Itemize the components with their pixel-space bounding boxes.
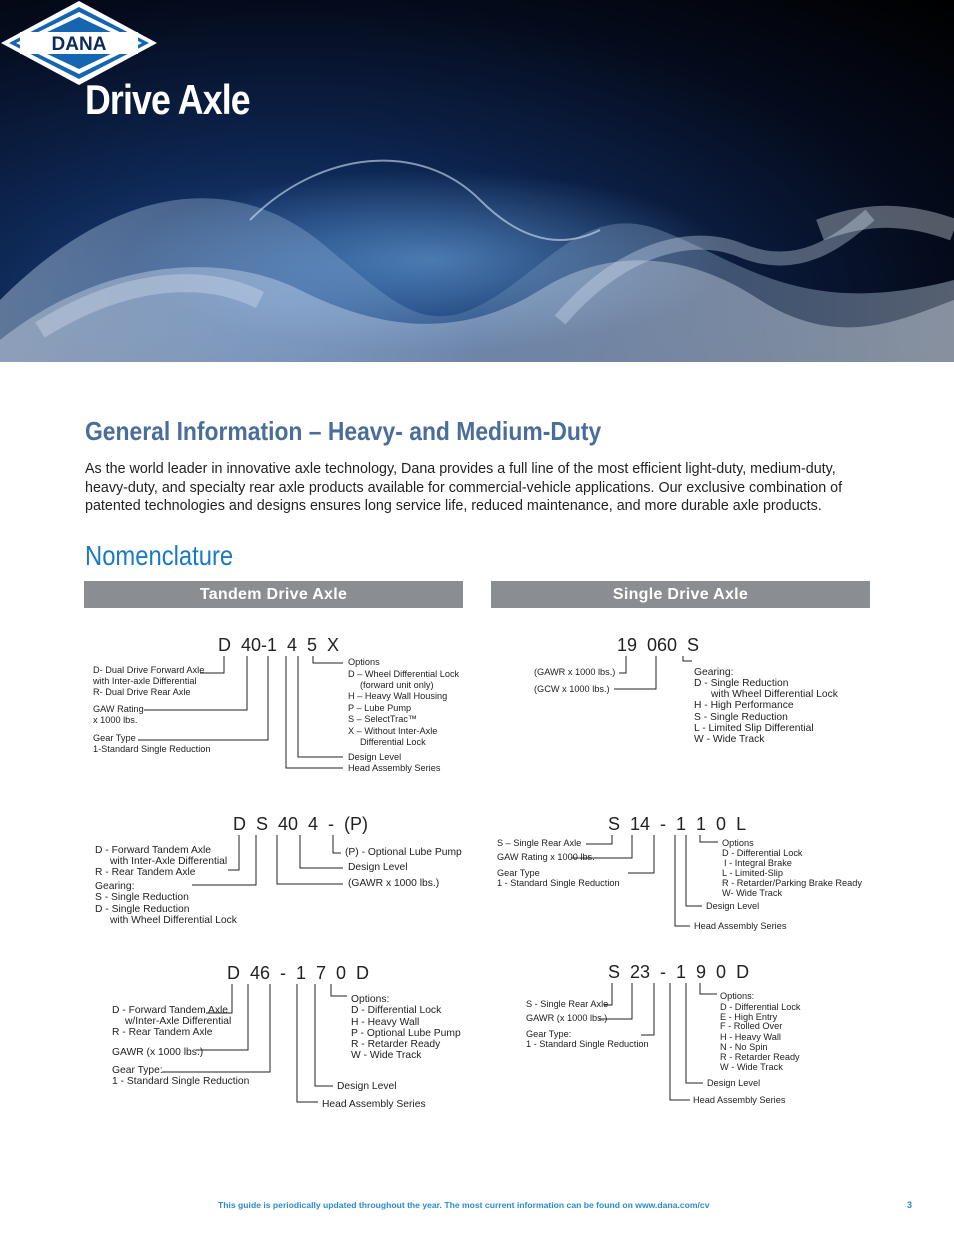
code-d46-170d: D 46 - 1 7 0 D <box>227 963 370 983</box>
diagram-label: D - Differential Lock <box>351 1005 442 1016</box>
diagram-label: W- Wide Track <box>722 888 783 898</box>
tandem-diagram-3 <box>112 963 461 1110</box>
code-ds404p: D S 40 4 - (P) <box>233 814 369 834</box>
diagram-label: Gear Type: <box>112 1065 163 1076</box>
diagram-label: (GCW x 1000 lbs.) <box>534 684 610 694</box>
diagram-label: W - Wide Track <box>720 1062 783 1072</box>
diagram-label: Options: <box>351 994 390 1005</box>
diagram-label: R - Retarder Ready <box>351 1039 441 1050</box>
diagram-label: D- Dual Drive Forward Axle <box>93 665 205 675</box>
diagram-label: Gear Type: <box>526 1029 572 1039</box>
diagram-label: D - Forward Tandem Axle <box>112 1005 228 1016</box>
diagram-label: 1 - Standard Single Reduction <box>526 1039 649 1049</box>
diagram-label: Design Level <box>707 1078 761 1088</box>
diagram-label: Head Assembly Series <box>693 1095 786 1105</box>
diagram-label: Head Assembly Series <box>348 763 441 773</box>
diagram-label: W - Wide Track <box>694 734 765 745</box>
diagram-label: R - Retarder/Parking Brake Ready <box>722 878 862 888</box>
diagram-label: R- Dual Drive Rear Axle <box>93 687 191 697</box>
diagram-label: D - Forward Tandem Axle <box>95 845 211 856</box>
diagram-label: Head Assembly Series <box>322 1099 426 1110</box>
diagram-label: Gear Type <box>93 733 136 743</box>
diagram-label: w/Inter-Axle Differential <box>125 1016 232 1027</box>
diagram-label: GAWR (x 1000 lbs.) <box>526 1013 608 1023</box>
diagram-label: Gearing: <box>694 667 734 678</box>
diagram-label: Options <box>348 657 380 667</box>
diagram-label: L - Limited-Slip <box>722 868 783 878</box>
diagram-label: x 1000 lbs. <box>93 715 138 725</box>
diagram-label: P - Optional Lube Pump <box>351 1028 461 1039</box>
diagram-label: S – Single Rear Axle <box>497 838 582 848</box>
logo-text: DANA <box>51 34 107 55</box>
diagram-label: GAWR (x 1000 lbs.) <box>112 1047 204 1058</box>
diagram-label: W - Wide Track <box>351 1050 422 1061</box>
nomenclature-heading: Nomenclature <box>85 540 234 571</box>
code-s23-190d: S 23 - 1 9 0 D <box>608 962 750 982</box>
diagram-label: GAW Rating <box>93 704 144 714</box>
diagram-label: N - No Spin <box>720 1042 768 1052</box>
diagram-label: S - Single Rear Axle <box>526 999 609 1009</box>
diagram-label: GAW Rating x 1000 lbs. <box>497 852 595 862</box>
code-19060s: 19 060 S <box>617 635 700 655</box>
diagram-label: 1 - Standard Single Reduction <box>497 878 620 888</box>
diagram-label: with Wheel Differential Lock <box>110 915 237 926</box>
tandem-diagram-2 <box>95 814 462 926</box>
diagram-label: H – Heavy Wall Housing <box>348 691 448 701</box>
diagram-label: Design Level <box>348 862 408 873</box>
dana-logo <box>0 0 158 86</box>
tandem-diagram-1 <box>92 635 460 773</box>
diagram-label: Differential Lock <box>360 737 426 747</box>
diagram-label: Options: <box>720 991 755 1001</box>
diagram-label: Head Assembly Series <box>694 921 787 931</box>
diagram-label: D – Wheel Differential Lock <box>348 669 460 679</box>
single-diagram-3 <box>526 962 801 1105</box>
diagram-label: X – Without Inter-Axle <box>348 726 438 736</box>
diagram-label: E - High Entry <box>720 1012 778 1022</box>
diagram-label: S - Single Reduction <box>95 892 189 903</box>
diagram-label: 1 - Standard Single Reduction <box>112 1076 250 1087</box>
diagram-label: H - Heavy Wall <box>720 1032 781 1042</box>
single-diagram-2 <box>497 814 862 931</box>
diagram-label: D - Single Reduction <box>694 678 789 689</box>
diagram-label: F - Rolled Over <box>720 1021 783 1031</box>
footer-note: This guide is periodically updated throughout the year. The most current information can be found on www.dana.com/cv <box>218 1200 710 1210</box>
diagram-label: D - Differential Lock <box>722 848 803 858</box>
hero-banner <box>0 0 954 362</box>
nomenclature-diagrams <box>0 620 954 1140</box>
diagram-label: H - High Performance <box>694 700 794 711</box>
diagram-label: Design Level <box>706 901 760 911</box>
diagram-label: with Inter-Axle Differential <box>110 856 228 867</box>
diagram-label: S - Single Reduction <box>694 712 788 723</box>
section-heading: General Information – Heavy- and Medium-Duty <box>85 416 602 446</box>
diagram-label: L - Limited Slip Differential <box>694 723 814 734</box>
code-s14-110l: S 14 - 1 1 0 L <box>608 814 747 834</box>
diagram-label: (GAWR x 1000 lbs.) <box>348 878 440 889</box>
intro-paragraph: As the world leader in innovative axle technology, Dana provides a full line of the most efficient light-duty, medium-duty, heavy-duty, and specialty rear axle products available for commercial-vehicle applications. Our exclusive combination of patented technologies and designs ensures long service life, reduced maintenance, and more durable axle products. <box>85 461 843 515</box>
diagram-label: Gear Type <box>497 868 540 878</box>
diagram-label: Design Level <box>337 1081 397 1092</box>
diagram-label: Design Level <box>348 752 402 762</box>
diagram-label: R - Retarder Ready <box>720 1052 800 1062</box>
tandem-axle-label: Tandem Drive Axle <box>84 581 463 608</box>
diagram-label: I - Integral Brake <box>724 858 792 868</box>
single-diagram-1 <box>534 635 839 745</box>
diagram-label: (P) - Optional Lube Pump <box>345 847 462 858</box>
page-number: 3 <box>907 1200 913 1210</box>
diagram-label: D - Differential Lock <box>720 1002 801 1012</box>
diagram-label: P – Lube Pump <box>348 703 412 713</box>
diagram-label: S – SelectTrac™ <box>348 714 418 724</box>
diagram-label: R - Rear Tandem Axle <box>112 1027 213 1038</box>
diagram-label: with Inter-axle Differential <box>93 676 197 686</box>
diagram-label: Gearing: <box>95 881 135 892</box>
diagram-label: Options <box>722 838 754 848</box>
diagram-label: D - Single Reduction <box>95 904 190 915</box>
single-axle-label: Single Drive Axle <box>491 581 870 608</box>
diagram-label: with Wheel Differential Lock <box>711 689 838 700</box>
diagram-label: H - Heavy Wall <box>351 1017 420 1028</box>
diagram-label: (GAWR x 1000 lbs.) <box>534 667 616 677</box>
diagram-label: (forward unit only) <box>360 680 434 690</box>
page-title: Drive Axle <box>85 76 250 123</box>
code-d40-145x: D 40-1 4 5 X <box>218 635 340 655</box>
diagram-label: R - Rear Tandem Axle <box>95 867 196 878</box>
diagram-label: 1-Standard Single Reduction <box>93 744 211 754</box>
